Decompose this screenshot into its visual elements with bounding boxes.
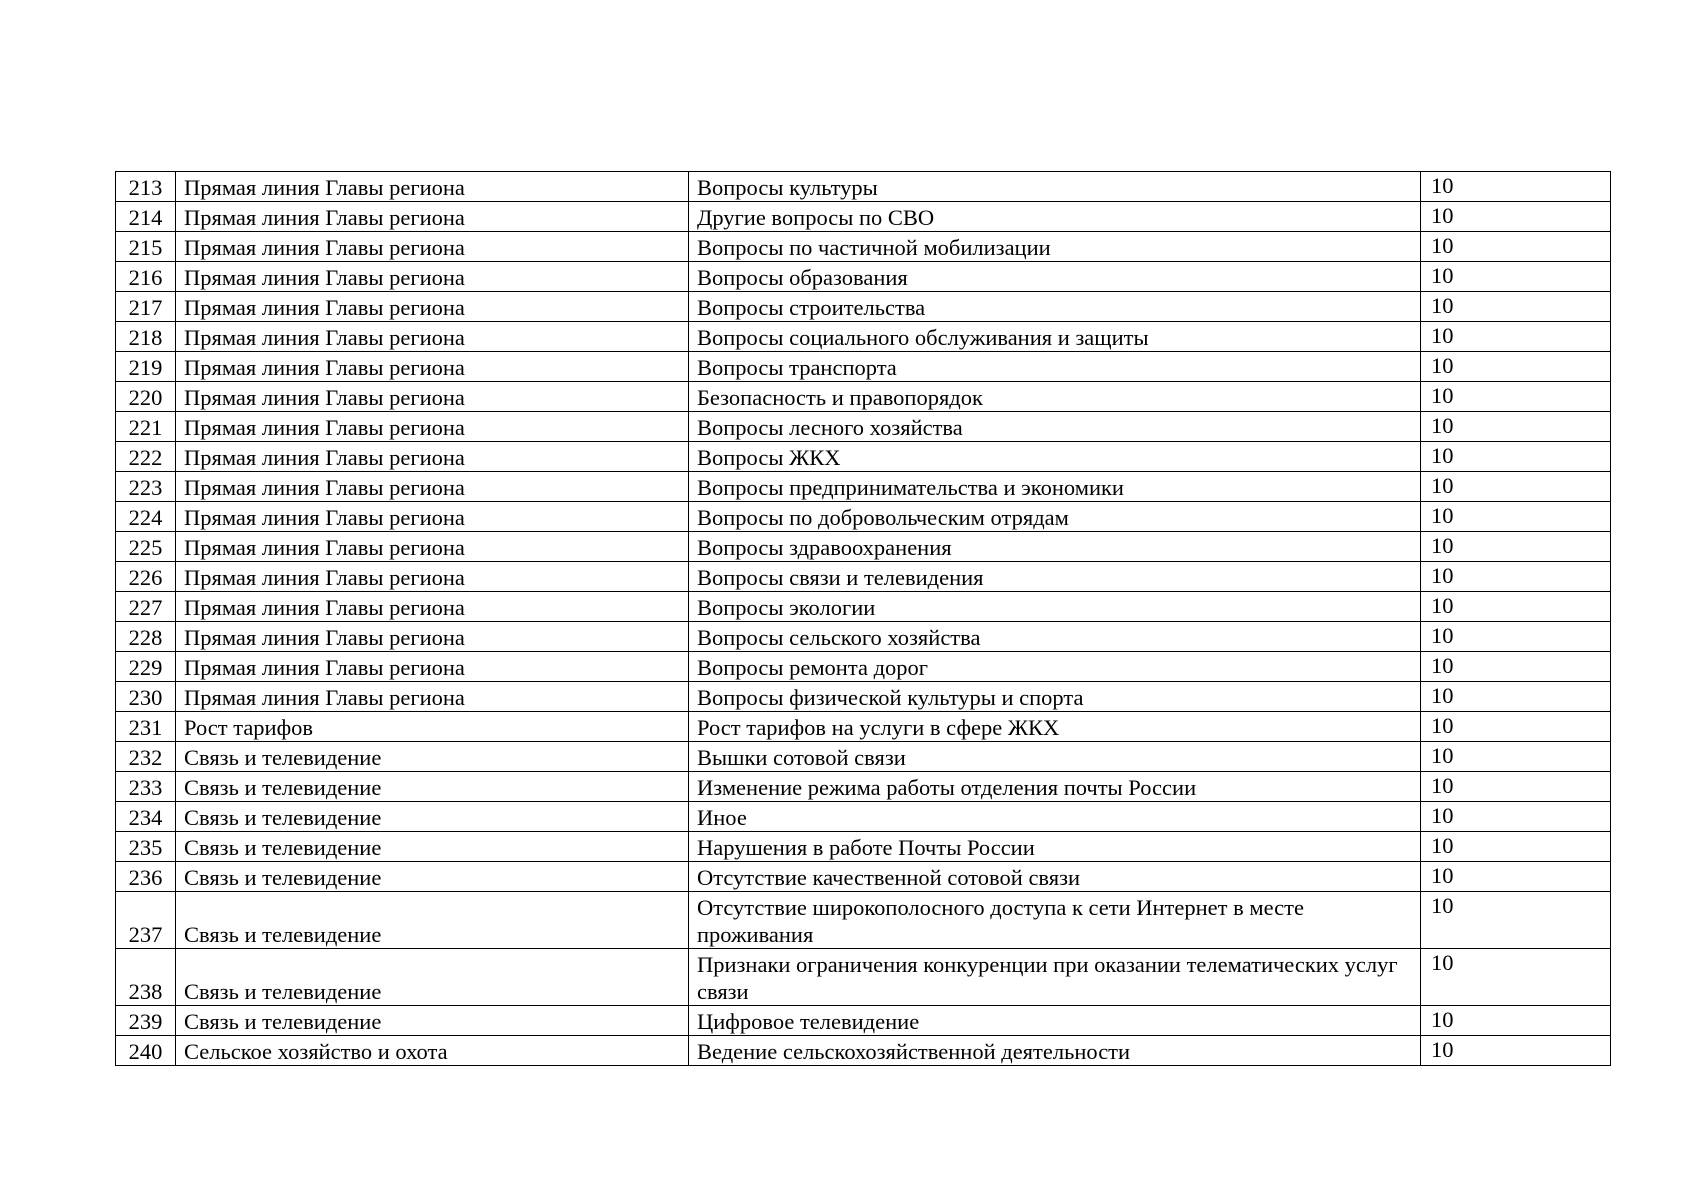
value-cell — [1421, 202, 1611, 232]
table-row — [116, 1036, 1611, 1066]
row-number-cell-text: 229 — [128, 655, 163, 680]
value-cell — [1421, 472, 1611, 502]
category-cell — [176, 472, 689, 502]
value-cell-text: 10 — [1431, 743, 1454, 768]
category-cell — [176, 1036, 689, 1066]
value-cell — [1421, 1036, 1611, 1066]
topic-cell-text: Вопросы здравоохранения — [697, 535, 952, 560]
value-cell-text: 10 — [1431, 863, 1454, 888]
table-row — [116, 1006, 1611, 1036]
topic-cell-text: Вопросы по частичной мобилизации — [697, 235, 1051, 260]
value-cell — [1421, 322, 1611, 352]
topic-cell-text: Ведение сельскохозяйственной деятельности — [697, 1039, 1131, 1064]
topic-cell-text: Нарушения в работе Почты России — [697, 835, 1035, 860]
row-number-cell — [116, 772, 176, 802]
category-cell — [176, 412, 689, 442]
topic-cell-text: Иное — [697, 805, 747, 830]
topic-cell — [689, 949, 1421, 1006]
topic-cell — [689, 1036, 1421, 1066]
topic-cell-text: Вопросы ЖКХ — [697, 445, 841, 470]
topic-cell — [689, 172, 1421, 202]
topic-cell-text: Вопросы по добровольческим отрядам — [697, 505, 1069, 530]
topic-cell — [689, 202, 1421, 232]
topic-cell — [689, 442, 1421, 472]
value-cell — [1421, 652, 1611, 682]
topic-cell — [689, 322, 1421, 352]
topic-cell — [689, 652, 1421, 682]
category-cell-text: Прямая линия Главы региона — [184, 295, 465, 320]
value-cell-text: 10 — [1431, 653, 1454, 678]
topic-cell-text: Вопросы лесного хозяйства — [697, 415, 963, 440]
row-number-cell — [116, 742, 176, 772]
category-cell-text: Прямая линия Главы региона — [184, 415, 465, 440]
value-cell — [1421, 682, 1611, 712]
topic-cell-text: Вопросы предпринимательства и экономики — [697, 475, 1124, 500]
category-cell-text: Связь и телевидение — [184, 865, 382, 890]
row-number-cell — [116, 442, 176, 472]
row-number-cell — [116, 322, 176, 352]
category-cell — [176, 172, 689, 202]
category-cell — [176, 202, 689, 232]
topic-cell — [689, 622, 1421, 652]
value-cell-text: 10 — [1431, 323, 1454, 348]
table-row — [116, 172, 1611, 202]
row-number-cell — [116, 892, 176, 949]
row-number-cell-text: 221 — [128, 415, 163, 440]
table-row — [116, 802, 1611, 832]
topic-cell — [689, 262, 1421, 292]
row-number-cell-text: 227 — [128, 595, 163, 620]
category-cell-text: Связь и телевидение — [184, 745, 382, 770]
topic-cell-text: Признаки ограничения конкуренции при оказании телематических услуг связи — [697, 952, 1398, 1004]
value-cell — [1421, 562, 1611, 592]
row-number-cell-text: 213 — [128, 175, 163, 200]
category-cell — [176, 532, 689, 562]
row-number-cell — [116, 532, 176, 562]
row-number-cell — [116, 1036, 176, 1066]
topic-cell-text: Вопросы физической культуры и спорта — [697, 685, 1084, 710]
category-cell — [176, 292, 689, 322]
row-number-cell — [116, 382, 176, 412]
table-row — [116, 562, 1611, 592]
topic-cell-text: Вышки сотовой связи — [697, 745, 906, 770]
value-cell-text: 10 — [1431, 503, 1454, 528]
row-number-cell-text: 238 — [128, 979, 163, 1004]
topic-cell-text: Вопросы ремонта дорог — [697, 655, 928, 680]
row-number-cell — [116, 352, 176, 382]
row-number-cell — [116, 949, 176, 1006]
value-cell-text: 10 — [1431, 563, 1454, 588]
category-cell — [176, 682, 689, 712]
category-cell — [176, 802, 689, 832]
category-cell-text: Прямая линия Главы региона — [184, 565, 465, 590]
topic-cell — [689, 802, 1421, 832]
value-cell-text: 10 — [1431, 413, 1454, 438]
topic-cell-text: Изменение режима работы отделения почты России — [697, 775, 1197, 800]
category-cell — [176, 622, 689, 652]
category-cell — [176, 892, 689, 949]
row-number-cell — [116, 232, 176, 262]
table-row — [116, 382, 1611, 412]
row-number-cell — [116, 502, 176, 532]
category-cell — [176, 742, 689, 772]
row-number-cell-text: 234 — [128, 805, 163, 830]
topic-cell-text: Безопасность и правопорядок — [697, 385, 983, 410]
table-row — [116, 532, 1611, 562]
value-cell-text: 10 — [1431, 473, 1454, 498]
topic-cell — [689, 682, 1421, 712]
topic-cell-text: Вопросы экологии — [697, 595, 876, 620]
category-cell-text: Связь и телевидение — [184, 775, 382, 800]
row-number-cell — [116, 622, 176, 652]
topic-cell — [689, 412, 1421, 442]
value-cell-text: 10 — [1431, 533, 1454, 558]
topic-cell — [689, 892, 1421, 949]
value-cell-text: 10 — [1431, 950, 1454, 975]
topic-cell — [689, 862, 1421, 892]
value-cell — [1421, 832, 1611, 862]
row-number-cell-text: 214 — [128, 205, 163, 230]
topic-cell-text: Другие вопросы по СВО — [697, 205, 935, 230]
category-cell — [176, 232, 689, 262]
table-row — [116, 352, 1611, 382]
table-row — [116, 292, 1611, 322]
row-number-cell-text: 216 — [128, 265, 163, 290]
category-cell-text: Сельское хозяйство и охота — [184, 1039, 448, 1064]
category-cell — [176, 652, 689, 682]
value-cell-text: 10 — [1431, 1037, 1454, 1062]
value-cell-text: 10 — [1431, 803, 1454, 828]
value-cell — [1421, 1006, 1611, 1036]
row-number-cell-text: 220 — [128, 385, 163, 410]
category-cell-text: Прямая линия Главы региона — [184, 445, 465, 470]
topic-cell-text: Отсутствие широкополосного доступа к сети Интернет в месте проживания — [697, 895, 1304, 947]
row-number-cell — [116, 832, 176, 862]
topic-cell — [689, 1006, 1421, 1036]
value-cell-text: 10 — [1431, 173, 1454, 198]
category-cell-text: Прямая линия Главы региона — [184, 175, 465, 200]
category-cell — [176, 262, 689, 292]
value-cell — [1421, 622, 1611, 652]
table-row — [116, 682, 1611, 712]
table-row — [116, 832, 1611, 862]
value-cell-text: 10 — [1431, 233, 1454, 258]
value-cell — [1421, 442, 1611, 472]
category-cell-text: Связь и телевидение — [184, 979, 382, 1004]
value-cell — [1421, 232, 1611, 262]
table-row — [116, 202, 1611, 232]
topic-cell — [689, 772, 1421, 802]
category-cell-text: Прямая линия Главы региона — [184, 385, 465, 410]
topic-cell — [689, 742, 1421, 772]
row-number-cell-text: 215 — [128, 235, 163, 260]
topic-cell-text: Вопросы культуры — [697, 175, 878, 200]
topic-cell-text: Вопросы образования — [697, 265, 908, 290]
row-number-cell — [116, 472, 176, 502]
row-number-cell — [116, 712, 176, 742]
row-number-cell-text: 222 — [128, 445, 163, 470]
row-number-cell — [116, 562, 176, 592]
topic-cell — [689, 832, 1421, 862]
row-number-cell-text: 239 — [128, 1009, 163, 1034]
value-cell-text: 10 — [1431, 443, 1454, 468]
value-cell — [1421, 172, 1611, 202]
row-number-cell — [116, 172, 176, 202]
table-body — [116, 172, 1611, 1066]
value-cell-text: 10 — [1431, 773, 1454, 798]
category-cell — [176, 592, 689, 622]
category-cell-text: Рост тарифов — [184, 715, 314, 740]
row-number-cell-text: 236 — [128, 865, 163, 890]
category-cell-text: Прямая линия Главы региона — [184, 505, 465, 530]
table-row — [116, 712, 1611, 742]
value-cell-text: 10 — [1431, 203, 1454, 228]
topic-cell — [689, 532, 1421, 562]
category-cell-text: Связь и телевидение — [184, 835, 382, 860]
value-cell-text: 10 — [1431, 593, 1454, 618]
category-cell-text: Прямая линия Главы региона — [184, 355, 465, 380]
row-number-cell-text: 230 — [128, 685, 163, 710]
value-cell — [1421, 802, 1611, 832]
table-row — [116, 742, 1611, 772]
row-number-cell-text: 217 — [128, 295, 163, 320]
category-cell — [176, 502, 689, 532]
topic-cell-text: Вопросы транспорта — [697, 355, 897, 380]
value-cell-text: 10 — [1431, 263, 1454, 288]
category-cell — [176, 382, 689, 412]
row-number-cell-text: 237 — [128, 922, 163, 947]
value-cell — [1421, 502, 1611, 532]
value-cell-text: 10 — [1431, 893, 1454, 918]
category-cell-text: Связь и телевидение — [184, 1009, 382, 1034]
category-cell — [176, 712, 689, 742]
value-cell — [1421, 862, 1611, 892]
table-row — [116, 412, 1611, 442]
row-number-cell-text: 218 — [128, 325, 163, 350]
value-cell — [1421, 382, 1611, 412]
category-cell-text: Прямая линия Главы региона — [184, 655, 465, 680]
category-cell — [176, 949, 689, 1006]
category-cell — [176, 352, 689, 382]
table-row — [116, 652, 1611, 682]
table-row — [116, 949, 1611, 1006]
category-cell — [176, 1006, 689, 1036]
value-cell-text: 10 — [1431, 683, 1454, 708]
row-number-cell-text: 226 — [128, 565, 163, 590]
topic-cell-text: Цифровое телевидение — [697, 1009, 920, 1034]
value-cell — [1421, 712, 1611, 742]
category-cell-text: Прямая линия Главы региона — [184, 265, 465, 290]
category-cell-text: Прямая линия Главы региона — [184, 595, 465, 620]
row-number-cell-text: 219 — [128, 355, 163, 380]
row-number-cell — [116, 652, 176, 682]
table-row — [116, 232, 1611, 262]
topic-cell — [689, 472, 1421, 502]
row-number-cell-text: 223 — [128, 475, 163, 500]
category-cell — [176, 772, 689, 802]
table-row — [116, 502, 1611, 532]
value-cell-text: 10 — [1431, 1007, 1454, 1032]
value-cell — [1421, 892, 1611, 949]
topic-cell-text: Вопросы социального обслуживания и защиты — [697, 325, 1149, 350]
row-number-cell — [116, 862, 176, 892]
value-cell — [1421, 412, 1611, 442]
value-cell — [1421, 592, 1611, 622]
value-cell — [1421, 532, 1611, 562]
topic-cell-text: Отсутствие качественной сотовой связи — [697, 865, 1081, 890]
value-cell-text: 10 — [1431, 623, 1454, 648]
category-cell-text: Прямая линия Главы региона — [184, 535, 465, 560]
topic-cell-text: Вопросы связи и телевидения — [697, 565, 984, 590]
value-cell-text: 10 — [1431, 353, 1454, 378]
row-number-cell-text: 228 — [128, 625, 163, 650]
value-cell — [1421, 742, 1611, 772]
table-row — [116, 622, 1611, 652]
category-cell-text: Прямая линия Главы региона — [184, 325, 465, 350]
category-cell — [176, 322, 689, 352]
value-cell — [1421, 949, 1611, 1006]
table-row — [116, 892, 1611, 949]
table-row — [116, 472, 1611, 502]
value-cell — [1421, 352, 1611, 382]
value-cell-text: 10 — [1431, 383, 1454, 408]
value-cell-text: 10 — [1431, 293, 1454, 318]
topic-cell-text: Вопросы сельского хозяйства — [697, 625, 981, 650]
row-number-cell — [116, 412, 176, 442]
category-cell-text: Прямая линия Главы региона — [184, 235, 465, 260]
topic-cell — [689, 562, 1421, 592]
category-cell-text: Прямая линия Главы региона — [184, 475, 465, 500]
table-row — [116, 262, 1611, 292]
topic-cell — [689, 592, 1421, 622]
value-cell — [1421, 772, 1611, 802]
row-number-cell-text: 231 — [128, 715, 163, 740]
category-cell-text: Прямая линия Главы региона — [184, 205, 465, 230]
value-cell — [1421, 292, 1611, 322]
row-number-cell — [116, 202, 176, 232]
category-cell — [176, 832, 689, 862]
category-cell-text: Связь и телевидение — [184, 922, 382, 947]
row-number-cell-text: 240 — [128, 1039, 163, 1064]
row-number-cell — [116, 262, 176, 292]
row-number-cell-text: 233 — [128, 775, 163, 800]
category-cell — [176, 562, 689, 592]
table-row — [116, 442, 1611, 472]
topic-cell — [689, 292, 1421, 322]
topic-cell — [689, 382, 1421, 412]
row-number-cell — [116, 592, 176, 622]
category-cell — [176, 442, 689, 472]
row-number-cell — [116, 802, 176, 832]
value-cell-text: 10 — [1431, 713, 1454, 738]
table-row — [116, 862, 1611, 892]
topic-cell-text: Рост тарифов на услуги в сфере ЖКХ — [697, 715, 1060, 740]
table-row — [116, 322, 1611, 352]
row-number-cell-text: 225 — [128, 535, 163, 560]
table-row — [116, 592, 1611, 622]
data-table — [115, 171, 1611, 1066]
category-cell-text: Прямая линия Главы региона — [184, 625, 465, 650]
topic-cell-text: Вопросы строительства — [697, 295, 926, 320]
topic-cell — [689, 352, 1421, 382]
topic-cell — [689, 502, 1421, 532]
value-cell — [1421, 262, 1611, 292]
category-cell-text: Прямая линия Главы региона — [184, 685, 465, 710]
row-number-cell — [116, 1006, 176, 1036]
row-number-cell-text: 224 — [128, 505, 163, 530]
category-cell-text: Связь и телевидение — [184, 805, 382, 830]
row-number-cell — [116, 682, 176, 712]
topic-cell — [689, 232, 1421, 262]
category-cell — [176, 862, 689, 892]
row-number-cell-text: 232 — [128, 745, 163, 770]
row-number-cell-text: 235 — [128, 835, 163, 860]
topic-cell — [689, 712, 1421, 742]
table-row — [116, 772, 1611, 802]
row-number-cell — [116, 292, 176, 322]
value-cell-text: 10 — [1431, 833, 1454, 858]
